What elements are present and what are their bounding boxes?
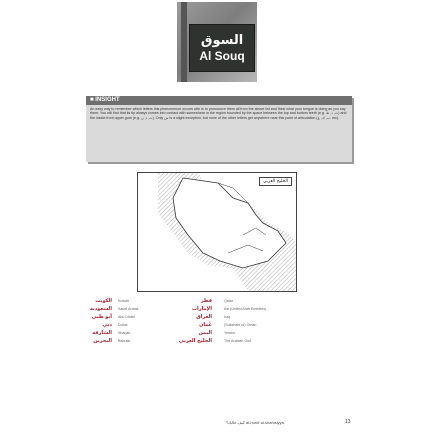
glossary-left [76, 297, 138, 345]
gulf-map [137, 172, 297, 292]
glossary-arabic: أبو ظبي [91, 314, 112, 320]
glossary-arabic: الخليج العربي [178, 338, 212, 344]
glossary-right [170, 297, 266, 345]
map-drawing [138, 173, 296, 291]
glossary-arabic: البحرين [93, 338, 112, 344]
running-title: كيف حالك؟ al-ḥurūf al-shamsiyya [226, 420, 284, 425]
glossary-arabic: السعودية [89, 306, 112, 312]
glossary-english: Abu Dhabi [118, 315, 135, 319]
glossary-english: Saudi Arabia [118, 307, 139, 311]
glossary-english: Iraq [224, 315, 231, 319]
page-number: 13 [345, 419, 351, 425]
glossary-english: Kuwait [118, 299, 129, 303]
glossary-arabic: عُمان [199, 322, 212, 328]
insight-text: An easy way to remember which letters this phenomenon occurs with is to pronounce them all from the above list and think what your tongue is doing as you say them. You will find that its tip always comes into contact with somewhere in the region bounded by the space between the top and bottom teeth (e.g. ث, ذ, ظ) and the inside front upper gum (e.g. ت, د, ن). Only ش is a slight exception, but none of the other letters get anywhere near this point of articulation (ب, ك, ع, etc). [90, 107, 347, 120]
glossary-english: Sharjah [118, 331, 131, 335]
glossary-english: Bahrain [118, 339, 131, 343]
street-sign [189, 24, 255, 72]
sign-arabic-text: السوق [200, 32, 244, 48]
glossary-row [76, 297, 138, 305]
glossary-row [76, 321, 138, 329]
glossary-arabic: الإمارات [191, 306, 212, 312]
glossary-row [76, 329, 138, 337]
glossary-row [76, 337, 138, 345]
insight-header: ■ INSIGHT [86, 96, 352, 105]
glossary-row [170, 337, 266, 345]
glossary-english: The Arabian Gulf [224, 339, 251, 343]
glossary-english: Yemen [224, 331, 236, 335]
glossary-arabic: العراق [196, 314, 212, 320]
glossary-english: Dubai [118, 323, 128, 327]
glossary-english: the (United Arab Emirates) [224, 307, 267, 311]
glossary-row [170, 305, 266, 313]
glossary-english: Qatar [224, 299, 233, 303]
arabian-peninsula [173, 178, 286, 268]
glossary-english: (Sultanate of) Oman [224, 323, 257, 327]
glossary-row [170, 297, 266, 305]
glossary-row [76, 305, 138, 313]
glossary-row [170, 321, 266, 329]
street-sign-photo [177, 2, 257, 82]
glossary-row [170, 313, 266, 321]
sign-latin-text: Al Souq [199, 48, 245, 63]
glossary-row [170, 329, 266, 337]
insight-box [86, 96, 352, 162]
glossary-row [76, 313, 138, 321]
glossary-arabic: دبي [102, 322, 112, 328]
glossary-arabic: الكويت [95, 298, 112, 304]
sign-post [181, 2, 187, 82]
glossary-arabic: قطر [200, 298, 212, 304]
glossary-arabic: اليمن [198, 330, 212, 336]
glossary-arabic: الشارقة [92, 330, 112, 336]
map-legend: الخليج العربي [259, 177, 292, 186]
